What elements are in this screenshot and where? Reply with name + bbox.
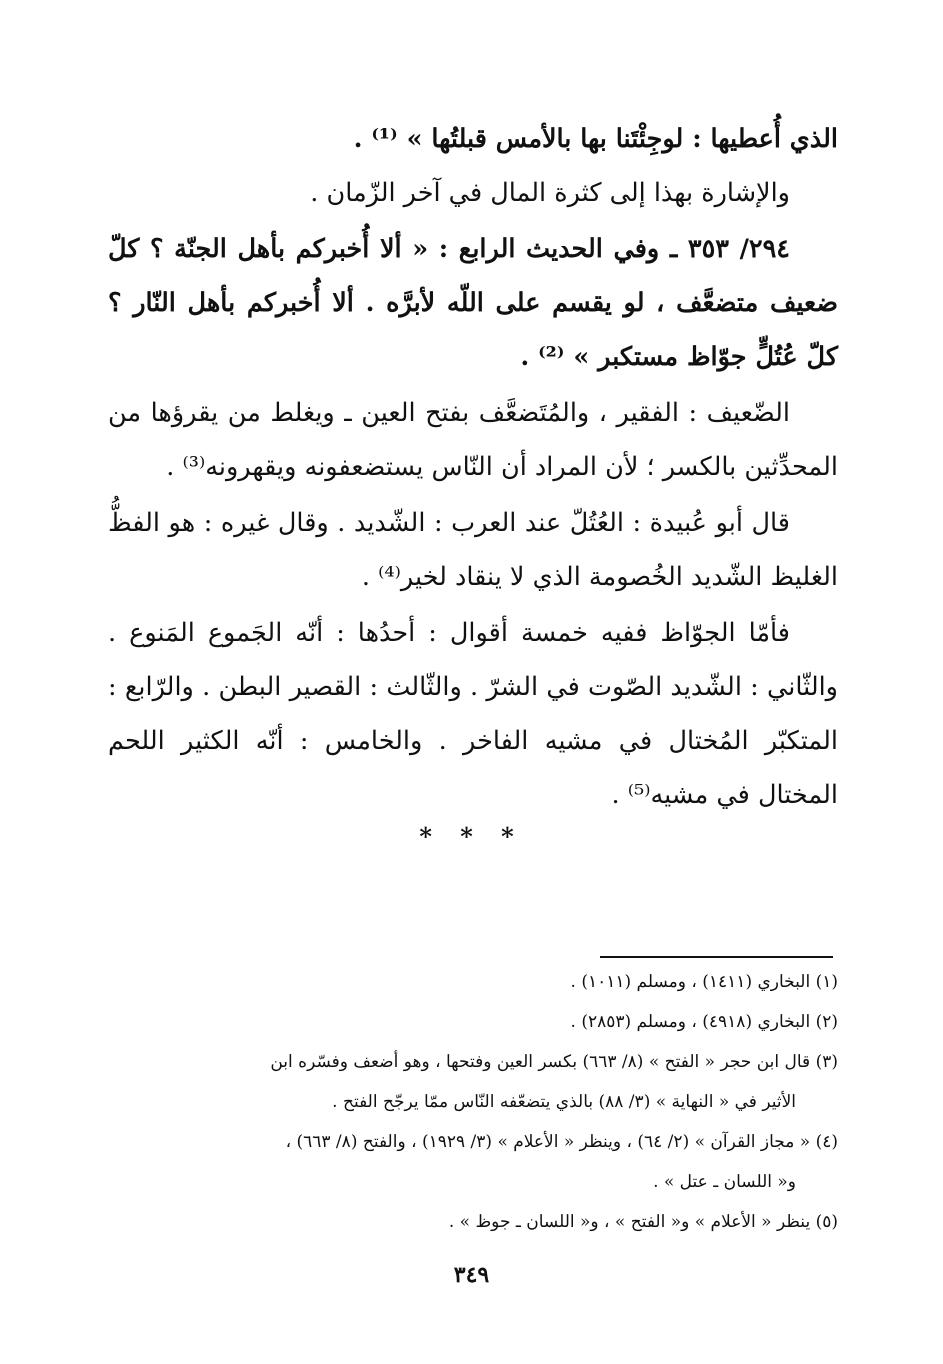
paragraph-6: فأمّا الجوّاظ ففيه خمسة أقوال : أحدُها : أنّه الجَموع المَنوع . والثّاني : الشّديد الصّوت في الشرّ . والثّالث : القصير البطن . والرّابع : المتكبّر المُختال في مشيه الفاخر . والخامس : أنّه الكثير اللحم المختال في مشيه⁽⁵⁾ .: [108, 618, 838, 810]
footnote-4-continued: و« اللسان ـ عتل » .: [653, 1172, 796, 1192]
footnote-3: (٣) قال ابن حجر « الفتح » (٨/ ٦٦٣) بكسر العين وفتحها ، وهو أضعف وفسّره ابن: [270, 1052, 838, 1072]
footnote-rule: [600, 956, 833, 958]
paragraph-1: الذي أُعطيها : لوجِئْتَنا بها بالأمس قبلتُها » ⁽¹⁾ .: [353, 124, 838, 154]
paragraph-2: والإشارة بهذا إلى كثرة المال في آخر الزّمان .: [310, 178, 790, 208]
section-separator: * * *: [419, 822, 524, 851]
footnote-3-continued: الأثير في « النهاية » (٣/ ٨٨) بالذي يتضعّفه النّاس ممّا يرجّح الفتح .: [332, 1092, 796, 1112]
footnote-1: (١) البخاري (١٤١١) ، ومسلم (١٠١١) .: [570, 972, 838, 992]
page-number: ٣٤٩: [453, 1262, 490, 1288]
footnote-2: (٢) البخاري (٤٩١٨) ، ومسلم (٢٨٥٣) .: [570, 1012, 838, 1032]
paragraph-4: الضّعيف : الفقير ، والمُتَضعَّف بفتح العين ـ ويغلط من يقرؤها من المحدِّثين بالكسر ؛ لأن المراد أن النّاس يستضعفونه ويقهرونه⁽³⁾ .: [108, 398, 838, 482]
footnotes: [108, 962, 838, 1242]
footnote-5: (٥) ينظر « الأعلام » و« الفتح » ، و« اللسان ـ جوظ » .: [448, 1212, 838, 1232]
hadith-paragraph: ٢٩٤/ ٣٥٣ ـ وفي الحديث الرابع : « ألا أُخبركم بأهل الجنّة ؟ كلّ ضعيف متضعَّف ، لو يقسم على اللّه لأبرَّه . ألا أُخبركم بأهل النّار ؟ كلّ عُتُلٍّ جوّاظ مستكبر » ⁽²⁾ .: [108, 234, 838, 372]
paragraph-5: قال أبو عُبيدة : العُتُلّ عند العرب : الشّديد . وقال غيره : هو الفظُّ الغليظ الشّديد الخُصومة الذي لا ينقاد لخير⁽⁴⁾ .: [108, 508, 838, 592]
footnote-4: (٤) « مجاز القرآن » (٢/ ٦٤) ، وينظر « الأعلام » (٣/ ١٩٢٩) ، والفتح (٨/ ٦٦٣) ،: [285, 1132, 838, 1152]
main-text: [108, 112, 838, 822]
